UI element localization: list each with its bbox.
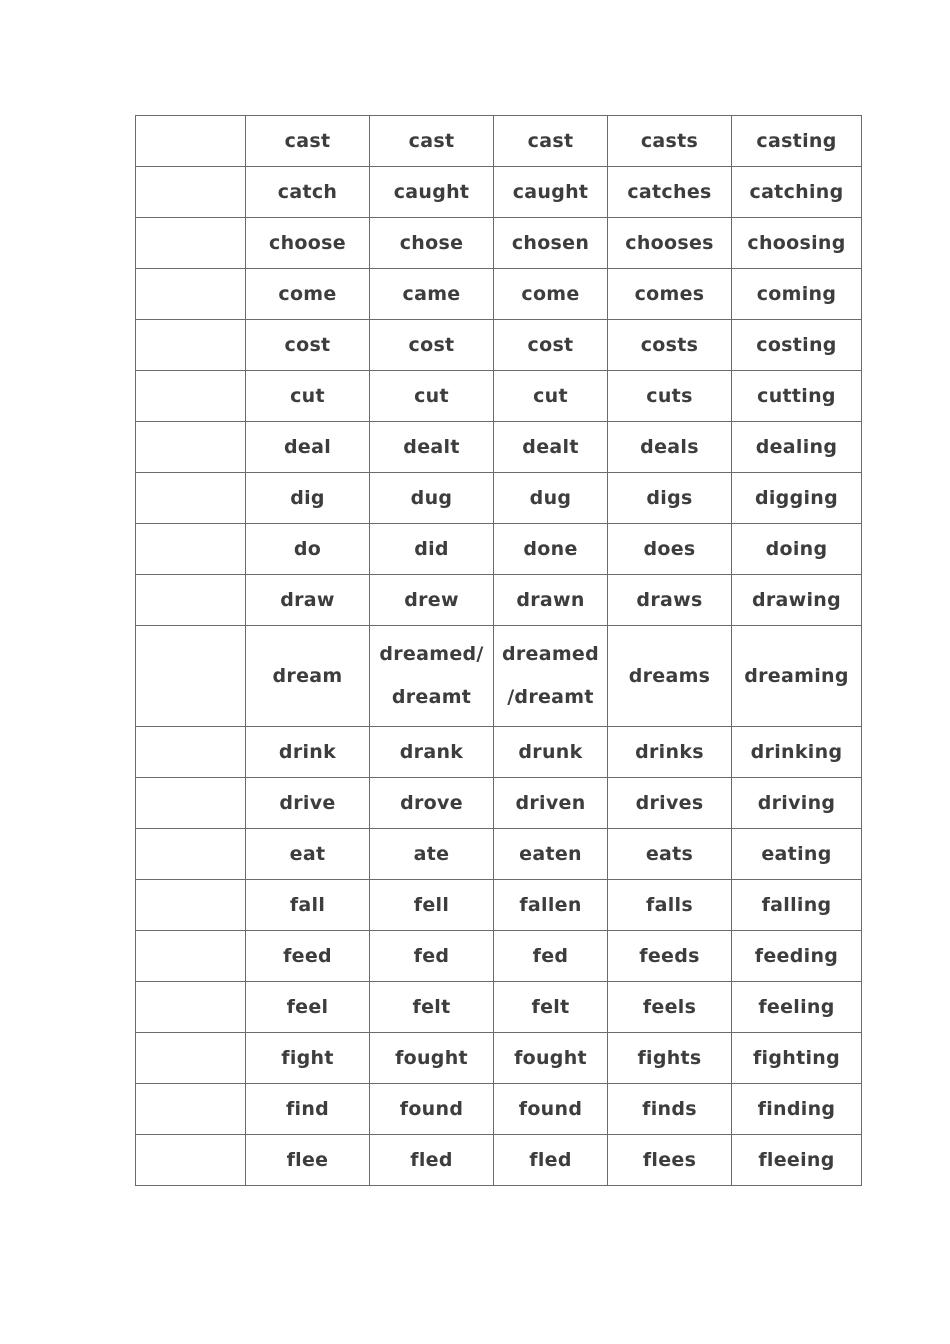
- base-form-cell: drink: [246, 727, 370, 778]
- ing-form-cell: feeding: [732, 931, 862, 982]
- blank-cell: [136, 626, 246, 727]
- base-form-cell: cut: [246, 371, 370, 422]
- base-form-cell: cost: [246, 320, 370, 371]
- blank-cell: [136, 575, 246, 626]
- third-person-cell: comes: [608, 269, 732, 320]
- base-form-cell: feel: [246, 982, 370, 1033]
- past-simple-cell: came: [370, 269, 494, 320]
- table-row: [136, 626, 862, 727]
- third-person-cell: does: [608, 524, 732, 575]
- base-form-cell: flee: [246, 1135, 370, 1186]
- ing-form-cell: finding: [732, 1084, 862, 1135]
- blank-cell: [136, 1084, 246, 1135]
- past-simple-cell: fled: [370, 1135, 494, 1186]
- blank-cell: [136, 880, 246, 931]
- past-simple-cell: chose: [370, 218, 494, 269]
- blank-cell: [136, 422, 246, 473]
- blank-cell: [136, 524, 246, 575]
- ing-form-cell: falling: [732, 880, 862, 931]
- blank-cell: [136, 269, 246, 320]
- past-simple-cell: fed: [370, 931, 494, 982]
- base-form-cell: fall: [246, 880, 370, 931]
- blank-cell: [136, 167, 246, 218]
- table-row: [136, 371, 862, 422]
- blank-cell: [136, 778, 246, 829]
- ing-form-cell: costing: [732, 320, 862, 371]
- cell-line: dreamed/: [379, 643, 484, 665]
- ing-form-cell: cutting: [732, 371, 862, 422]
- base-form-cell: dream: [246, 626, 370, 727]
- past-simple-cell: drank: [370, 727, 494, 778]
- third-person-cell: casts: [608, 116, 732, 167]
- verb-table-body: [136, 116, 862, 1186]
- table-row: [136, 727, 862, 778]
- ing-form-cell: dealing: [732, 422, 862, 473]
- past-simple-cell: did: [370, 524, 494, 575]
- table-row: [136, 575, 862, 626]
- past-participle-cell: fed: [494, 931, 608, 982]
- ing-form-cell: fighting: [732, 1033, 862, 1084]
- cell-line: /dreamt: [507, 686, 594, 708]
- table-row: [136, 269, 862, 320]
- cell-line: dreamed: [501, 643, 600, 665]
- table-row: [136, 1084, 862, 1135]
- blank-cell: [136, 320, 246, 371]
- past-participle-cell: found: [494, 1084, 608, 1135]
- third-person-cell: drives: [608, 778, 732, 829]
- past-simple-cell: cut: [370, 371, 494, 422]
- blank-cell: [136, 829, 246, 880]
- third-person-cell: finds: [608, 1084, 732, 1135]
- ing-form-cell: doing: [732, 524, 862, 575]
- past-simple-cell: dug: [370, 473, 494, 524]
- ing-form-cell: coming: [732, 269, 862, 320]
- base-form-cell: feed: [246, 931, 370, 982]
- past-simple-cell: [370, 626, 494, 727]
- base-form-cell: find: [246, 1084, 370, 1135]
- ing-form-cell: digging: [732, 473, 862, 524]
- ing-form-cell: driving: [732, 778, 862, 829]
- blank-cell: [136, 931, 246, 982]
- past-simple-cell: ate: [370, 829, 494, 880]
- ing-form-cell: eating: [732, 829, 862, 880]
- past-participle-cell: eaten: [494, 829, 608, 880]
- table-row: [136, 320, 862, 371]
- table-row: [136, 1033, 862, 1084]
- past-participle-cell: cost: [494, 320, 608, 371]
- table-row: [136, 1135, 862, 1186]
- blank-cell: [136, 371, 246, 422]
- ing-form-cell: choosing: [732, 218, 862, 269]
- ing-form-cell: catching: [732, 167, 862, 218]
- third-person-cell: drinks: [608, 727, 732, 778]
- base-form-cell: catch: [246, 167, 370, 218]
- past-simple-cell: felt: [370, 982, 494, 1033]
- past-simple-cell: fell: [370, 880, 494, 931]
- past-simple-cell: drew: [370, 575, 494, 626]
- table-row: [136, 931, 862, 982]
- ing-form-cell: drawing: [732, 575, 862, 626]
- base-form-cell: come: [246, 269, 370, 320]
- table-row: [136, 116, 862, 167]
- past-participle-cell: come: [494, 269, 608, 320]
- verb-forms-table: [135, 115, 862, 1186]
- ing-form-cell: feeling: [732, 982, 862, 1033]
- past-participle-cell: fled: [494, 1135, 608, 1186]
- blank-cell: [136, 982, 246, 1033]
- base-form-cell: cast: [246, 116, 370, 167]
- base-form-cell: draw: [246, 575, 370, 626]
- base-form-cell: drive: [246, 778, 370, 829]
- past-simple-cell: cast: [370, 116, 494, 167]
- base-form-cell: eat: [246, 829, 370, 880]
- third-person-cell: feeds: [608, 931, 732, 982]
- third-person-cell: chooses: [608, 218, 732, 269]
- past-participle-cell: fought: [494, 1033, 608, 1084]
- past-simple-cell: drove: [370, 778, 494, 829]
- blank-cell: [136, 116, 246, 167]
- past-simple-cell: dealt: [370, 422, 494, 473]
- blank-cell: [136, 218, 246, 269]
- past-participle-cell: cut: [494, 371, 608, 422]
- ing-form-cell: dreaming: [732, 626, 862, 727]
- past-participle-cell: fallen: [494, 880, 608, 931]
- cell-line: dreamt: [391, 686, 472, 708]
- table-row: [136, 829, 862, 880]
- base-form-cell: deal: [246, 422, 370, 473]
- past-participle-cell: chosen: [494, 218, 608, 269]
- table-row: [136, 218, 862, 269]
- ing-form-cell: casting: [732, 116, 862, 167]
- past-participle-cell: drawn: [494, 575, 608, 626]
- table-row: [136, 422, 862, 473]
- past-participle-cell: cast: [494, 116, 608, 167]
- ing-form-cell: drinking: [732, 727, 862, 778]
- past-participle-cell: dug: [494, 473, 608, 524]
- third-person-cell: eats: [608, 829, 732, 880]
- blank-cell: [136, 1135, 246, 1186]
- table-row: [136, 880, 862, 931]
- past-participle-cell: driven: [494, 778, 608, 829]
- past-participle-cell: done: [494, 524, 608, 575]
- table-row: [136, 778, 862, 829]
- third-person-cell: fights: [608, 1033, 732, 1084]
- table-row: [136, 473, 862, 524]
- third-person-cell: digs: [608, 473, 732, 524]
- third-person-cell: cuts: [608, 371, 732, 422]
- past-simple-cell: found: [370, 1084, 494, 1135]
- blank-cell: [136, 473, 246, 524]
- third-person-cell: flees: [608, 1135, 732, 1186]
- past-participle-cell: felt: [494, 982, 608, 1033]
- table-row: [136, 167, 862, 218]
- past-participle-cell: [494, 626, 608, 727]
- third-person-cell: costs: [608, 320, 732, 371]
- table-row: [136, 524, 862, 575]
- third-person-cell: falls: [608, 880, 732, 931]
- past-simple-cell: cost: [370, 320, 494, 371]
- third-person-cell: draws: [608, 575, 732, 626]
- base-form-cell: choose: [246, 218, 370, 269]
- third-person-cell: dreams: [608, 626, 732, 727]
- base-form-cell: dig: [246, 473, 370, 524]
- past-participle-cell: dealt: [494, 422, 608, 473]
- blank-cell: [136, 1033, 246, 1084]
- past-simple-cell: fought: [370, 1033, 494, 1084]
- third-person-cell: catches: [608, 167, 732, 218]
- base-form-cell: fight: [246, 1033, 370, 1084]
- past-participle-cell: drunk: [494, 727, 608, 778]
- table-row: [136, 982, 862, 1033]
- ing-form-cell: fleeing: [732, 1135, 862, 1186]
- base-form-cell: do: [246, 524, 370, 575]
- past-participle-cell: caught: [494, 167, 608, 218]
- past-simple-cell: caught: [370, 167, 494, 218]
- third-person-cell: feels: [608, 982, 732, 1033]
- third-person-cell: deals: [608, 422, 732, 473]
- blank-cell: [136, 727, 246, 778]
